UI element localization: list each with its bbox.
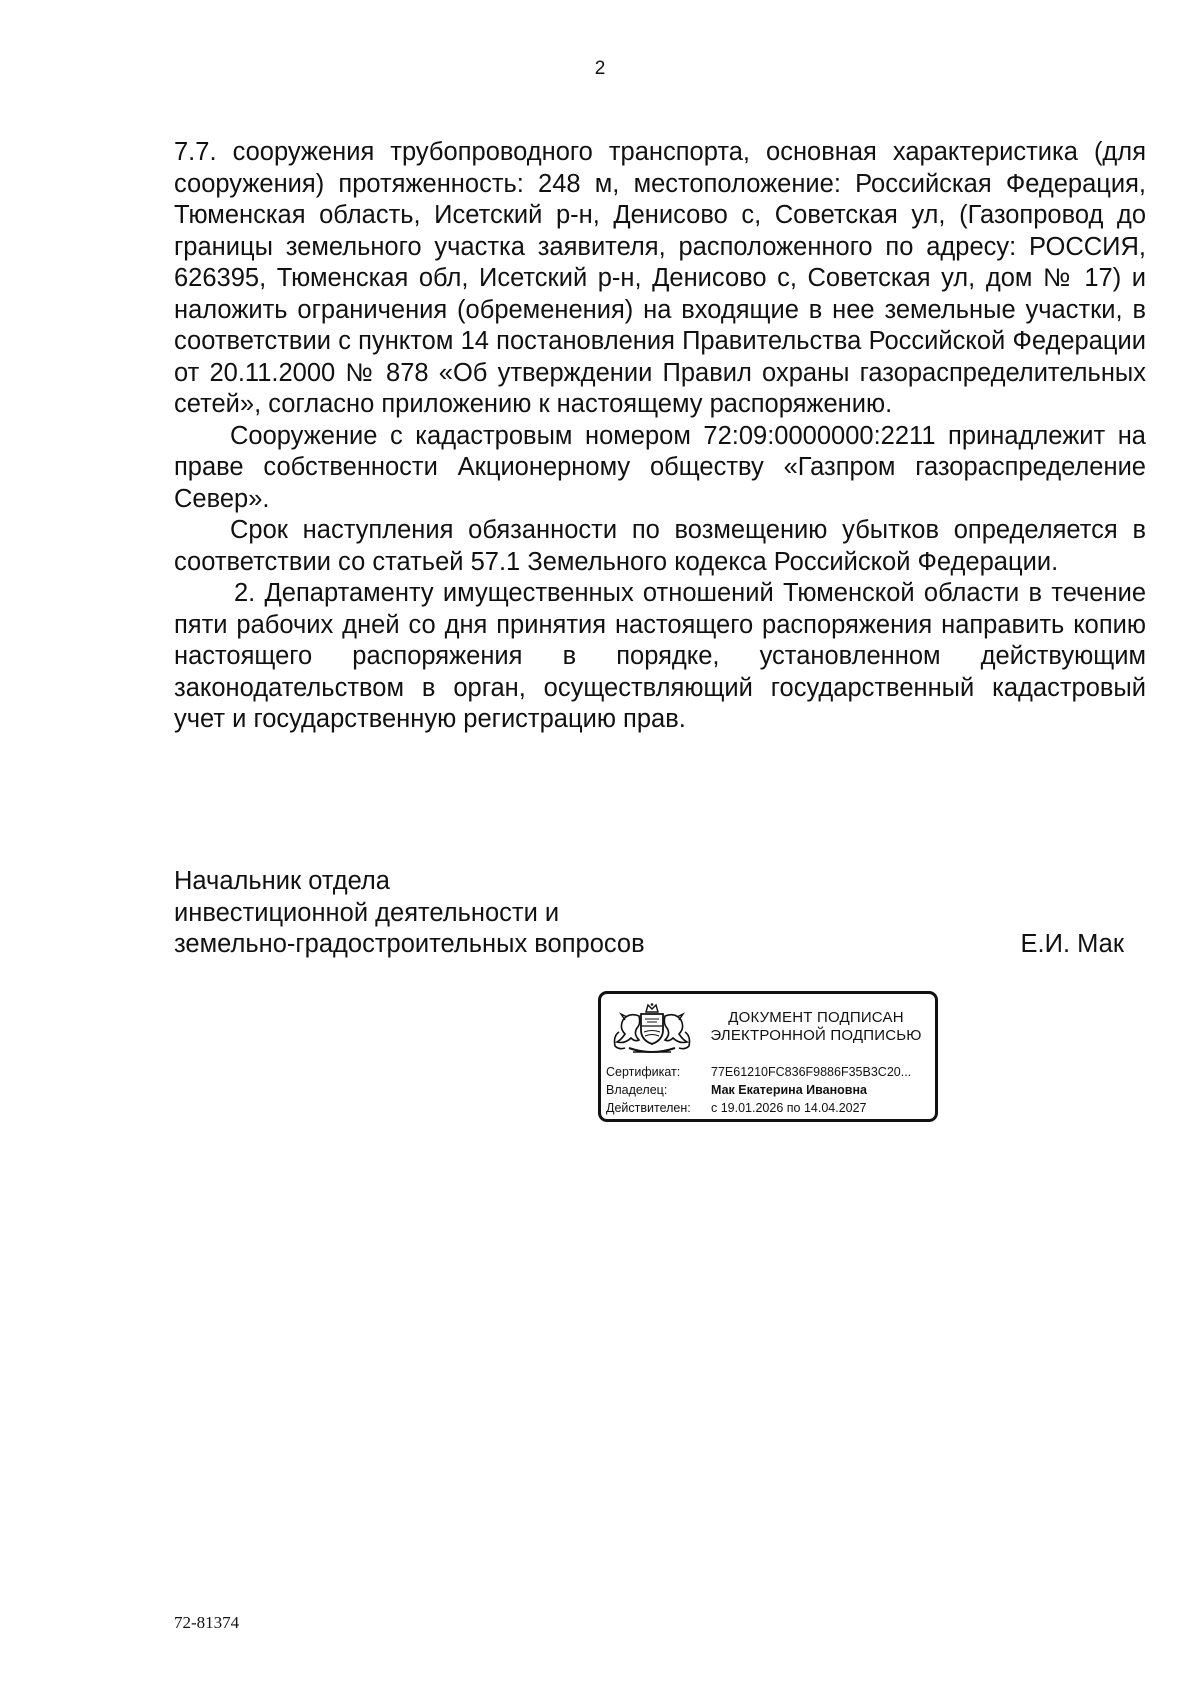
owner-value: Мак Екатерина Ивановна bbox=[711, 1083, 867, 1097]
signature-block bbox=[174, 866, 1124, 961]
owner-label: Владелец: bbox=[606, 1083, 668, 1097]
valid-value: с 19.01.2026 по 14.04.2027 bbox=[711, 1101, 867, 1115]
stamp-title bbox=[701, 1009, 931, 1045]
paragraph-item-7-7: 7.7. сооружения трубопроводного транспорта, основная характеристика (для сооружения) протяженность: 248 м, местоположение: Российская Федерация, Тюменская область, Исетский р-н, Денисово с, Советская ул, (Газопровод до границы земельного участка заявителя, расположенного по адресу: РОССИЯ, 626395, Тюменская обл, Исетский р-н, Денисово с, Советская ул, дом № 17) и наложить ограничения (обременения) на входящие в нее земельные участки, в соответствии с пунктом 14 постановления Правительства Российской Федерации от 20.11.2000 № 878 «Об утверждении Правил охраны газораспределительных сетей», согласно приложению к настоящему распоряжению. bbox=[174, 138, 1146, 418]
coat-of-arms-icon bbox=[611, 1002, 693, 1058]
signer-position-line: Начальник отдела bbox=[174, 867, 390, 895]
valid-label: Действителен: bbox=[606, 1101, 691, 1115]
signer-name: Е.И. Мак bbox=[1020, 930, 1124, 958]
paragraph-ownership: Сооружение с кадастровым номером 72:09:0000000:2211 принадлежит на праве собственности Акционерному обществу «Газпром газораспределение Север». bbox=[174, 421, 1146, 513]
electronic-signature-stamp bbox=[598, 991, 938, 1122]
document-body bbox=[174, 137, 1146, 736]
stamp-title-line: ЭЛЕКТРОННОЙ ПОДПИСЬЮ bbox=[710, 1027, 922, 1044]
signer-position-line: земельно-градостроительных вопросов bbox=[174, 930, 645, 958]
signer-position-line: инвестиционной деятельности и bbox=[174, 898, 560, 927]
stamp-valid-row bbox=[606, 1100, 867, 1116]
paragraph-compensation: Срок наступления обязанности по возмещению убытков определяется в соответствии со статьей 57.1 Земельного кодекса Российской Федерации. bbox=[174, 516, 1146, 576]
stamp-certificate-row bbox=[606, 1064, 911, 1080]
certificate-label: Сертификат: bbox=[606, 1065, 681, 1079]
page-number: 2 bbox=[594, 58, 606, 79]
document-code: 72-81374 bbox=[174, 1613, 240, 1632]
stamp-owner-row bbox=[606, 1082, 867, 1098]
paragraph-item-2: 2. Департаменту имущественных отношений Тюменской области в течение пяти рабочих дней со дня принятия настоящего распоряжения направить копию настоящего распоряжения в порядке, установленном действующим законодательством в орган, осуществляющий государственный кадастровый учет и государственную регистрацию прав. bbox=[174, 579, 1146, 733]
stamp-title-line: ДОКУМЕНТ ПОДПИСАН bbox=[728, 1009, 904, 1026]
certificate-value: 77E61210FC836F9886F35B3C20... bbox=[711, 1065, 912, 1079]
